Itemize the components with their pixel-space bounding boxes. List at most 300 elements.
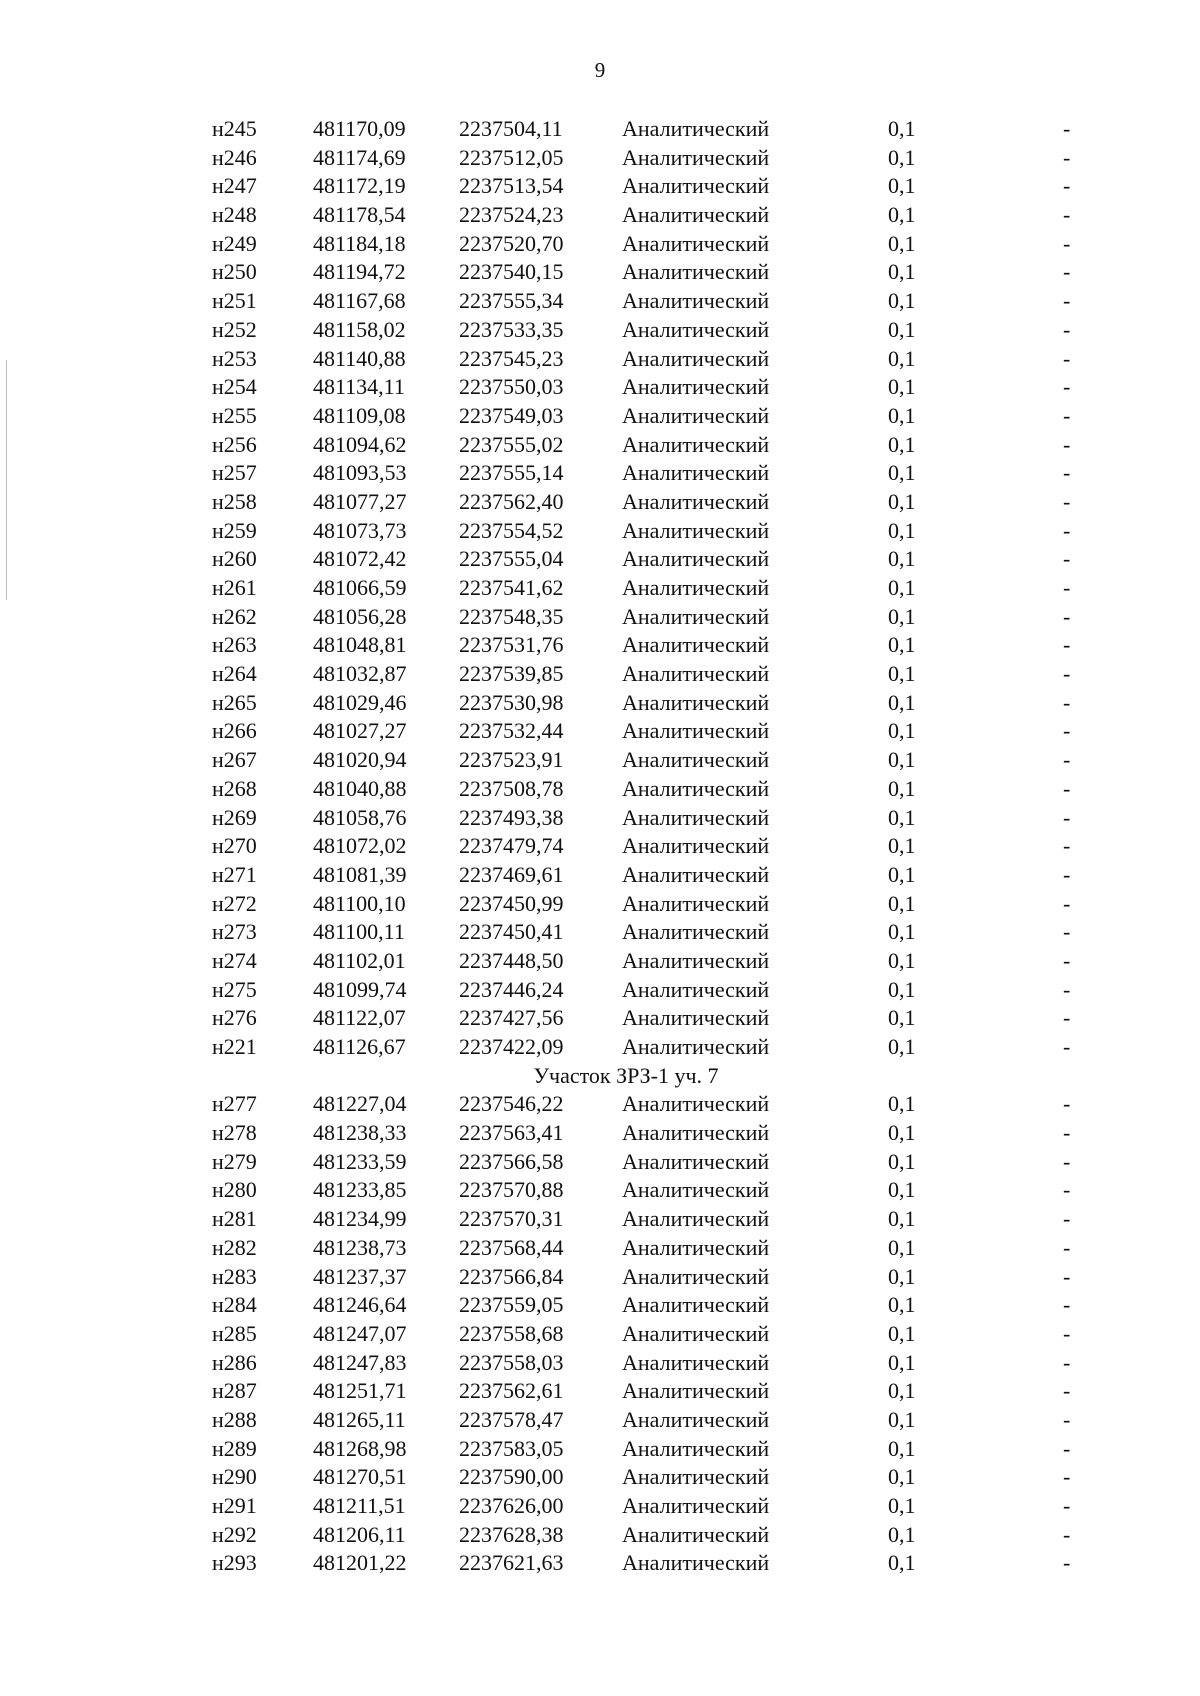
cell-coord-x: 481268,98 — [313, 1435, 407, 1461]
table-row — [0, 1176, 1200, 1205]
cell-coord-y: 2237549,03 — [459, 402, 564, 428]
table-row — [0, 373, 1200, 402]
cell-description: - — [1063, 374, 1071, 400]
cell-accuracy: 0,1 — [888, 1034, 916, 1059]
cell-point-id: н282 — [212, 1234, 257, 1260]
cell-coord-x: 481109,08 — [313, 402, 406, 428]
cell-description: - — [1063, 1177, 1071, 1203]
cell-method: Аналитический — [622, 976, 770, 1002]
cell-point-id: н271 — [212, 861, 257, 887]
cell-coord-x: 481077,27 — [313, 488, 407, 514]
cell-description: - — [1063, 575, 1071, 600]
cell-point-id: н288 — [212, 1406, 257, 1432]
cell-point-id: н255 — [212, 402, 257, 428]
cell-coord-x: 481170,09 — [313, 116, 406, 141]
cell-accuracy: 0,1 — [888, 661, 916, 687]
cell-method: Аналитический — [622, 1263, 770, 1289]
cell-accuracy: 0,1 — [888, 890, 916, 916]
cell-coord-x: 481072,02 — [313, 833, 407, 859]
cell-coord-y: 2237566,84 — [459, 1263, 564, 1289]
cell-accuracy: 0,1 — [888, 144, 916, 170]
table-row — [0, 1377, 1200, 1406]
cell-accuracy: 0,1 — [888, 1120, 916, 1146]
cell-coord-y: 2237563,41 — [459, 1120, 564, 1146]
cell-coord-y: 2237512,05 — [459, 144, 564, 170]
cell-accuracy: 0,1 — [888, 431, 916, 457]
cell-coord-y: 2237530,98 — [459, 689, 564, 715]
cell-method: Аналитический — [622, 316, 770, 342]
cell-method: Аналитический — [622, 488, 770, 514]
cell-method: Аналитический — [622, 747, 770, 773]
cell-description: - — [1063, 546, 1071, 572]
cell-description: - — [1063, 1091, 1071, 1117]
cell-accuracy: 0,1 — [888, 1521, 916, 1547]
cell-accuracy: 0,1 — [888, 1005, 916, 1031]
cell-coord-x: 481122,07 — [313, 1005, 406, 1031]
cell-description: - — [1063, 919, 1071, 945]
cell-accuracy: 0,1 — [888, 1148, 916, 1174]
cell-method: Аналитический — [622, 689, 770, 715]
cell-point-id: н280 — [212, 1177, 257, 1203]
table-row — [0, 574, 1200, 603]
cell-description: - — [1063, 861, 1071, 887]
table-row — [0, 775, 1200, 804]
cell-accuracy: 0,1 — [888, 603, 916, 629]
cell-description: - — [1063, 1005, 1071, 1031]
cell-method: Аналитический — [622, 1005, 770, 1031]
cell-point-id: н250 — [212, 259, 257, 285]
cell-coord-y: 2237558,03 — [459, 1349, 564, 1375]
cell-accuracy: 0,1 — [888, 259, 916, 285]
cell-coord-y: 2237448,50 — [459, 947, 564, 973]
cell-description: - — [1063, 1148, 1071, 1174]
cell-coord-y: 2237504,11 — [459, 116, 563, 141]
table-row — [0, 172, 1200, 201]
cell-accuracy: 0,1 — [888, 1378, 916, 1404]
cell-accuracy: 0,1 — [888, 919, 916, 945]
table-row — [0, 1435, 1200, 1464]
cell-description: - — [1063, 890, 1071, 916]
cell-coord-x: 481100,11 — [313, 919, 405, 945]
table-row — [0, 746, 1200, 775]
cell-coord-x: 481178,54 — [313, 202, 406, 228]
table-row — [0, 517, 1200, 546]
cell-accuracy: 0,1 — [888, 345, 916, 371]
cell-point-id: н221 — [212, 1034, 257, 1059]
cell-description: - — [1063, 747, 1071, 773]
cell-description: - — [1063, 173, 1071, 199]
cell-coord-y: 2237558,68 — [459, 1320, 564, 1346]
cell-point-id: н264 — [212, 661, 257, 687]
cell-coord-y: 2237590,00 — [459, 1464, 564, 1490]
cell-method: Аналитический — [622, 1550, 770, 1576]
cell-method: Аналитический — [622, 460, 770, 486]
cell-coord-x: 481238,73 — [313, 1234, 407, 1260]
cell-description: - — [1063, 1550, 1071, 1576]
cell-coord-x: 481211,51 — [313, 1493, 406, 1518]
table-row — [0, 1148, 1200, 1177]
table-row — [0, 976, 1200, 1005]
table-row — [0, 890, 1200, 919]
cell-description: - — [1063, 517, 1071, 543]
cell-description: - — [1063, 116, 1071, 141]
cell-method: Аналитический — [622, 288, 770, 314]
section-title: Участок ЗРЗ-1 уч. 7 — [533, 1062, 719, 1088]
cell-description: - — [1063, 1435, 1071, 1461]
table-row — [0, 201, 1200, 230]
cell-description: - — [1063, 1406, 1071, 1432]
cell-coord-y: 2237540,15 — [459, 259, 564, 285]
cell-description: - — [1063, 1034, 1071, 1059]
cell-point-id: н272 — [212, 890, 257, 916]
cell-accuracy: 0,1 — [888, 1263, 916, 1289]
cell-coord-y: 2237578,47 — [459, 1406, 564, 1432]
cell-accuracy: 0,1 — [888, 202, 916, 228]
table-row — [0, 689, 1200, 718]
cell-coord-y: 2237450,99 — [459, 890, 564, 916]
cell-coord-y: 2237508,78 — [459, 775, 564, 801]
cell-coord-x: 481102,01 — [313, 947, 406, 973]
table-row — [0, 345, 1200, 374]
cell-point-id: н270 — [212, 833, 257, 859]
cell-accuracy: 0,1 — [888, 1206, 916, 1232]
cell-description: - — [1063, 288, 1071, 314]
cell-coord-x: 481027,27 — [313, 718, 407, 744]
cell-coord-y: 2237555,02 — [459, 431, 564, 457]
cell-point-id: н287 — [212, 1378, 257, 1404]
cell-coord-y: 2237545,23 — [459, 345, 564, 371]
cell-coord-y: 2237493,38 — [459, 804, 564, 830]
table-row — [0, 316, 1200, 345]
table-row — [0, 287, 1200, 316]
cell-coord-y: 2237479,74 — [459, 833, 564, 859]
cell-accuracy: 0,1 — [888, 1177, 916, 1203]
cell-point-id: н246 — [212, 144, 257, 170]
table-row — [0, 804, 1200, 833]
cell-coord-x: 481066,59 — [313, 575, 407, 600]
cell-method: Аналитический — [622, 259, 770, 285]
table-row — [0, 1119, 1200, 1148]
cell-method: Аналитический — [622, 144, 770, 170]
cell-description: - — [1063, 316, 1071, 342]
cell-coord-x: 481265,11 — [313, 1406, 406, 1432]
cell-accuracy: 0,1 — [888, 1320, 916, 1346]
cell-coord-x: 481126,67 — [313, 1034, 406, 1059]
cell-accuracy: 0,1 — [888, 1292, 916, 1318]
cell-method: Аналитический — [622, 1406, 770, 1432]
cell-accuracy: 0,1 — [888, 947, 916, 973]
cell-point-id: н283 — [212, 1263, 257, 1289]
table-row — [0, 230, 1200, 259]
cell-coord-x: 481032,87 — [313, 661, 407, 687]
cell-point-id: н266 — [212, 718, 257, 744]
cell-accuracy: 0,1 — [888, 775, 916, 801]
cell-coord-x: 481246,64 — [313, 1292, 407, 1318]
cell-description: - — [1063, 1493, 1071, 1518]
cell-coord-x: 481081,39 — [313, 861, 407, 887]
cell-method: Аналитический — [622, 775, 770, 801]
cell-accuracy: 0,1 — [888, 1406, 916, 1432]
cell-coord-x: 481270,51 — [313, 1464, 407, 1490]
table-row — [0, 1463, 1200, 1492]
cell-coord-x: 481093,53 — [313, 460, 407, 486]
table-row — [0, 918, 1200, 947]
table-row — [0, 603, 1200, 632]
cell-accuracy: 0,1 — [888, 1493, 916, 1518]
cell-description: - — [1063, 402, 1071, 428]
cell-coord-x: 481251,71 — [313, 1378, 407, 1404]
cell-description: - — [1063, 661, 1071, 687]
cell-point-id: н254 — [212, 374, 257, 400]
cell-description: - — [1063, 718, 1071, 744]
cell-coord-x: 481100,10 — [313, 890, 406, 916]
cell-coord-x: 481233,59 — [313, 1148, 407, 1174]
cell-method: Аналитический — [622, 1292, 770, 1318]
cell-coord-x: 481072,42 — [313, 546, 407, 572]
cell-accuracy: 0,1 — [888, 1091, 916, 1117]
cell-description: - — [1063, 689, 1071, 715]
cell-point-id: н267 — [212, 747, 257, 773]
cell-method: Аналитический — [622, 1120, 770, 1146]
cell-accuracy: 0,1 — [888, 173, 916, 199]
cell-point-id: н275 — [212, 976, 257, 1002]
cell-coord-y: 2237541,62 — [459, 575, 564, 600]
table-row — [0, 1205, 1200, 1234]
cell-coord-y: 2237450,41 — [459, 919, 564, 945]
cell-description: - — [1063, 976, 1071, 1002]
cell-coord-x: 481233,85 — [313, 1177, 407, 1203]
cell-description: - — [1063, 1120, 1071, 1146]
cell-method: Аналитический — [622, 632, 770, 658]
table-row — [0, 1406, 1200, 1435]
cell-method: Аналитический — [622, 661, 770, 687]
cell-coord-x: 481206,11 — [313, 1521, 406, 1547]
cell-accuracy: 0,1 — [888, 116, 916, 141]
table-row — [0, 717, 1200, 746]
cell-method: Аналитический — [622, 1320, 770, 1346]
cell-coord-y: 2237628,38 — [459, 1521, 564, 1547]
cell-point-id: н245 — [212, 116, 257, 141]
cell-point-id: н277 — [212, 1091, 257, 1117]
cell-point-id: н260 — [212, 546, 257, 572]
cell-coord-x: 481058,76 — [313, 804, 407, 830]
table-row — [0, 1234, 1200, 1263]
cell-point-id: н261 — [212, 575, 257, 600]
cell-method: Аналитический — [622, 804, 770, 830]
cell-description: - — [1063, 1521, 1071, 1547]
cell-coord-y: 2237427,56 — [459, 1005, 564, 1031]
cell-description: - — [1063, 775, 1071, 801]
cell-point-id: н257 — [212, 460, 257, 486]
cell-description: - — [1063, 1206, 1071, 1232]
cell-method: Аналитический — [622, 890, 770, 916]
cell-method: Аналитический — [622, 374, 770, 400]
cell-method: Аналитический — [622, 1521, 770, 1547]
cell-method: Аналитический — [622, 833, 770, 859]
cell-point-id: н253 — [212, 345, 257, 371]
cell-point-id: н262 — [212, 603, 257, 629]
cell-description: - — [1063, 431, 1071, 457]
cell-coord-y: 2237568,44 — [459, 1234, 564, 1260]
table-row — [0, 115, 1200, 144]
cell-point-id: н286 — [212, 1349, 257, 1375]
cell-point-id: н265 — [212, 689, 257, 715]
cell-coord-y: 2237570,88 — [459, 1177, 564, 1203]
cell-coord-x: 481237,37 — [313, 1263, 407, 1289]
cell-point-id: н285 — [212, 1320, 257, 1346]
cell-method: Аналитический — [622, 1493, 770, 1518]
cell-coord-y: 2237523,91 — [459, 747, 564, 773]
cell-accuracy: 0,1 — [888, 316, 916, 342]
cell-accuracy: 0,1 — [888, 976, 916, 1002]
cell-point-id: н278 — [212, 1120, 257, 1146]
cell-method: Аналитический — [622, 1148, 770, 1174]
cell-method: Аналитический — [622, 718, 770, 744]
cell-method: Аналитический — [622, 431, 770, 457]
table-row — [0, 488, 1200, 517]
cell-description: - — [1063, 1263, 1071, 1289]
cell-coord-x: 481056,28 — [313, 603, 407, 629]
cell-accuracy: 0,1 — [888, 230, 916, 256]
cell-coord-y: 2237446,24 — [459, 976, 564, 1002]
cell-method: Аналитический — [622, 1091, 770, 1117]
cell-method: Аналитический — [622, 173, 770, 199]
table-row — [0, 1320, 1200, 1349]
cell-method: Аналитический — [622, 1206, 770, 1232]
cell-coord-x: 481247,07 — [313, 1320, 407, 1346]
cell-coord-x: 481174,69 — [313, 144, 406, 170]
cell-method: Аналитический — [622, 575, 770, 600]
cell-method: Аналитический — [622, 861, 770, 887]
cell-coord-y: 2237539,85 — [459, 661, 564, 687]
cell-description: - — [1063, 833, 1071, 859]
cell-description: - — [1063, 603, 1071, 629]
cell-point-id: н279 — [212, 1148, 257, 1174]
cell-accuracy: 0,1 — [888, 575, 916, 600]
cell-coord-y: 2237531,76 — [459, 632, 564, 658]
cell-method: Аналитический — [622, 546, 770, 572]
table-row — [0, 1549, 1200, 1578]
cell-coord-y: 2237548,35 — [459, 603, 564, 629]
cell-point-id: н249 — [212, 230, 257, 256]
cell-accuracy: 0,1 — [888, 402, 916, 428]
cell-method: Аналитический — [622, 402, 770, 428]
cell-coord-y: 2237520,70 — [459, 230, 564, 256]
cell-description: - — [1063, 488, 1071, 514]
cell-coord-y: 2237554,52 — [459, 517, 564, 543]
cell-point-id: н251 — [212, 288, 257, 314]
cell-accuracy: 0,1 — [888, 1234, 916, 1260]
cell-method: Аналитический — [622, 1435, 770, 1461]
cell-point-id: н248 — [212, 202, 257, 228]
cell-coord-y: 2237566,58 — [459, 1148, 564, 1174]
cell-point-id: н273 — [212, 919, 257, 945]
cell-accuracy: 0,1 — [888, 460, 916, 486]
cell-description: - — [1063, 1464, 1071, 1490]
cell-accuracy: 0,1 — [888, 689, 916, 715]
table-row — [0, 631, 1200, 660]
cell-description: - — [1063, 1320, 1071, 1346]
cell-description: - — [1063, 1349, 1071, 1375]
cell-coord-y: 2237559,05 — [459, 1292, 564, 1318]
cell-method: Аналитический — [622, 230, 770, 256]
cell-coord-x: 481020,94 — [313, 747, 407, 773]
cell-accuracy: 0,1 — [888, 718, 916, 744]
table-row — [0, 431, 1200, 460]
cell-point-id: н256 — [212, 431, 257, 457]
cell-accuracy: 0,1 — [888, 488, 916, 514]
table-row — [0, 1521, 1200, 1550]
cell-point-id: н290 — [212, 1464, 257, 1490]
cell-coord-y: 2237570,31 — [459, 1206, 564, 1232]
cell-method: Аналитический — [622, 345, 770, 371]
cell-coord-y: 2237621,63 — [459, 1550, 564, 1576]
cell-point-id: н291 — [212, 1493, 257, 1518]
cell-accuracy: 0,1 — [888, 833, 916, 859]
cell-coord-x: 481073,73 — [313, 517, 407, 543]
cell-accuracy: 0,1 — [888, 1464, 916, 1490]
table-row — [0, 545, 1200, 574]
table-row — [0, 861, 1200, 890]
cell-point-id: н276 — [212, 1005, 257, 1031]
cell-coord-y: 2237546,22 — [459, 1091, 564, 1117]
cell-coord-x: 481040,88 — [313, 775, 407, 801]
table-row — [0, 1033, 1200, 1062]
cell-point-id: н293 — [212, 1550, 257, 1576]
cell-description: - — [1063, 632, 1071, 658]
cell-accuracy: 0,1 — [888, 546, 916, 572]
cell-description: - — [1063, 230, 1071, 256]
cell-point-id: н259 — [212, 517, 257, 543]
cell-accuracy: 0,1 — [888, 288, 916, 314]
cell-coord-y: 2237524,23 — [459, 202, 564, 228]
cell-coord-x: 481247,83 — [313, 1349, 407, 1375]
cell-method: Аналитический — [622, 1349, 770, 1375]
cell-coord-y: 2237555,14 — [459, 460, 564, 486]
cell-description: - — [1063, 345, 1071, 371]
cell-coord-x: 481140,88 — [313, 345, 406, 371]
table-row — [0, 1004, 1200, 1033]
cell-method: Аналитический — [622, 202, 770, 228]
cell-method: Аналитический — [622, 1464, 770, 1490]
table-row — [0, 459, 1200, 488]
cell-coord-x: 481094,62 — [313, 431, 407, 457]
cell-coord-y: 2237469,61 — [459, 861, 564, 887]
cell-coord-y: 2237555,04 — [459, 546, 564, 572]
cell-coord-y: 2237562,61 — [459, 1378, 564, 1404]
cell-point-id: н284 — [212, 1292, 257, 1318]
cell-accuracy: 0,1 — [888, 861, 916, 887]
section-row — [0, 1062, 1200, 1091]
cell-coord-x: 481048,81 — [313, 632, 407, 658]
cell-accuracy: 0,1 — [888, 747, 916, 773]
table-row — [0, 1349, 1200, 1378]
table-row — [0, 1492, 1200, 1521]
cell-method: Аналитический — [622, 603, 770, 629]
cell-point-id: н247 — [212, 173, 257, 199]
cell-description: - — [1063, 259, 1071, 285]
cell-coord-x: 481227,04 — [313, 1091, 407, 1117]
cell-accuracy: 0,1 — [888, 1349, 916, 1375]
cell-coord-y: 2237533,35 — [459, 316, 564, 342]
cell-method: Аналитический — [622, 1034, 770, 1059]
table-row — [0, 1090, 1200, 1119]
cell-coord-y: 2237550,03 — [459, 374, 564, 400]
cell-point-id: н258 — [212, 488, 257, 514]
cell-description: - — [1063, 804, 1071, 830]
cell-coord-x: 481238,33 — [313, 1120, 407, 1146]
cell-point-id: н252 — [212, 316, 257, 342]
